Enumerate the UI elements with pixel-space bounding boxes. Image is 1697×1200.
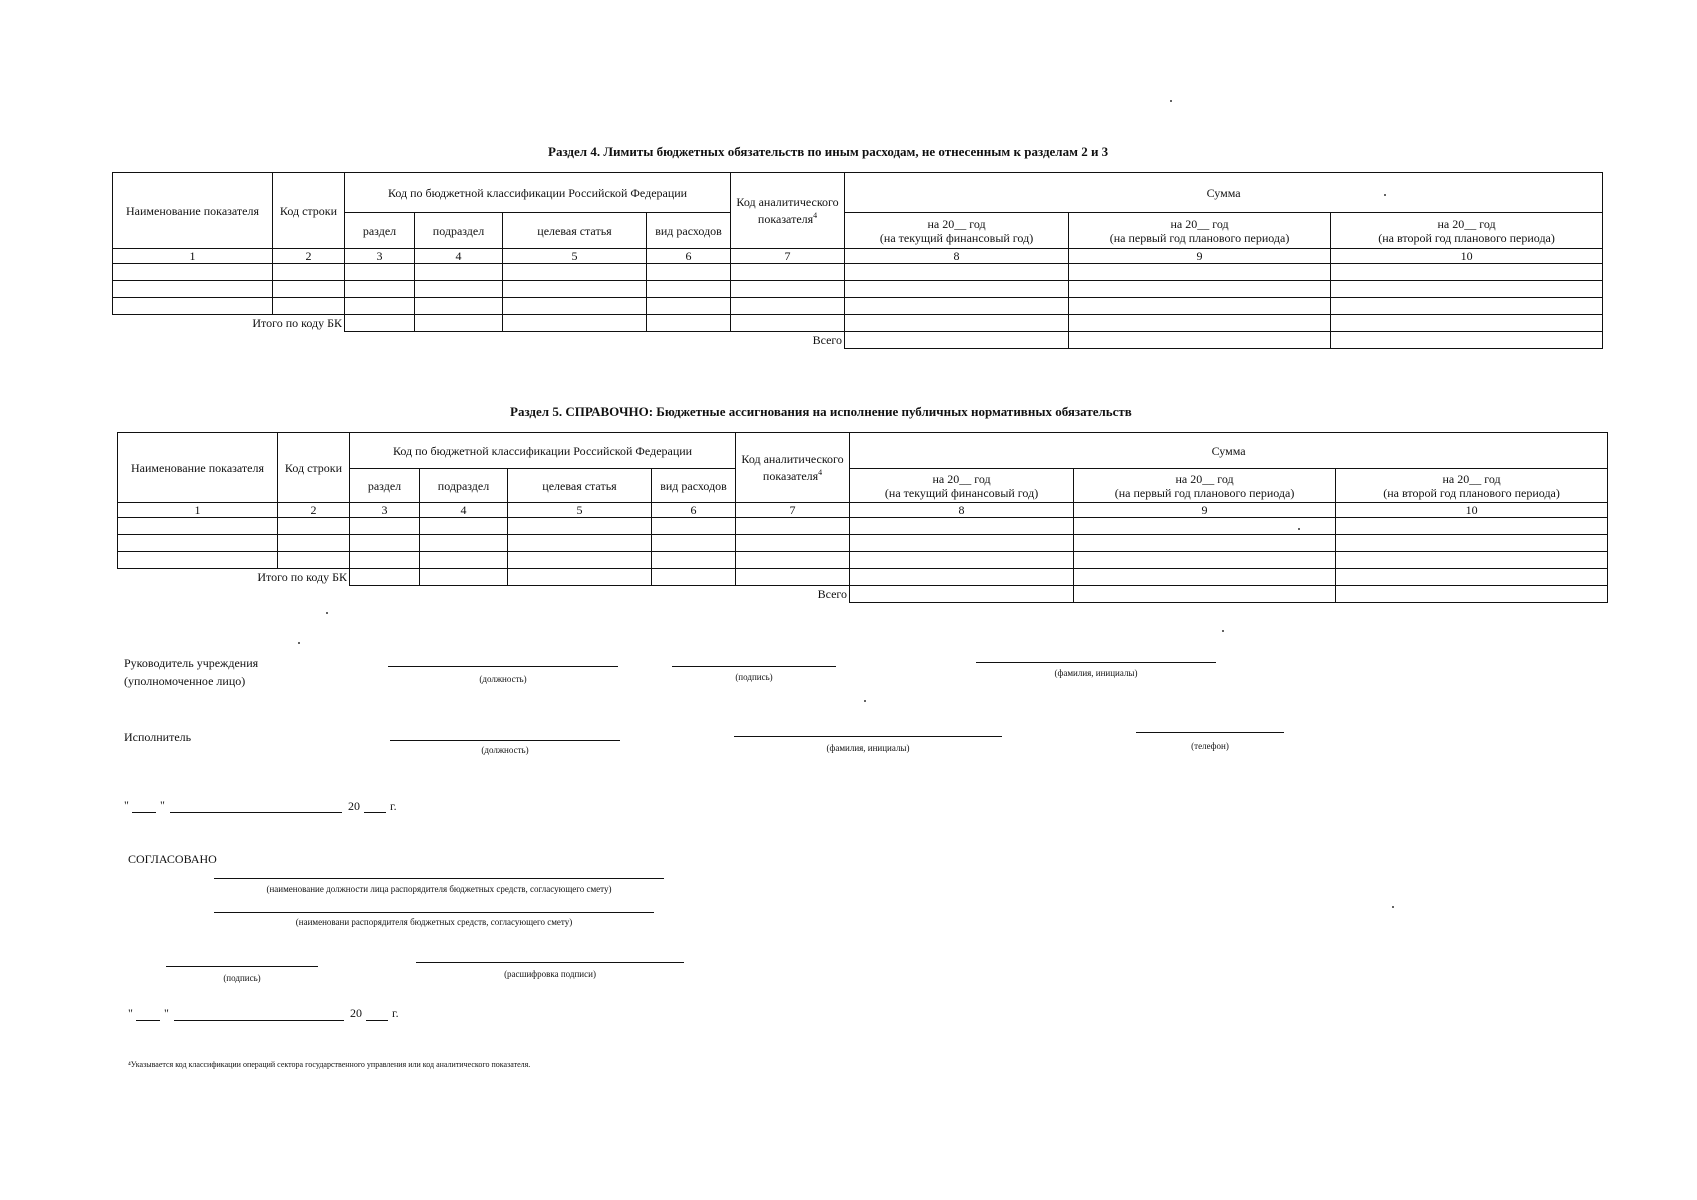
head-label-2: (уполномоченное лицо) <box>124 674 246 688</box>
date1-year-prefix: 20 <box>348 799 360 813</box>
header-year3: на 20__ год (на второй год планового периода) <box>1331 213 1603 249</box>
col-num: 10 <box>1331 249 1603 264</box>
col-num: 3 <box>345 249 415 264</box>
executor-name-line[interactable] <box>734 736 1002 737</box>
header-target: целевая статья <box>508 469 652 503</box>
scan-speck <box>864 700 866 702</box>
total-bk-row <box>113 315 1603 332</box>
col-num: 7 <box>736 503 850 518</box>
total-bk-label: Итого по коду БК <box>118 569 350 586</box>
head-name-line[interactable] <box>976 662 1216 663</box>
date2-month-line[interactable] <box>174 1020 344 1021</box>
table-row <box>118 552 1608 569</box>
executor-position-caption: (должность) <box>481 745 529 755</box>
col-num: 8 <box>845 249 1069 264</box>
executor-phone-line[interactable] <box>1136 732 1284 733</box>
col-num: 6 <box>652 503 736 518</box>
approved-decode-caption: (расшифровка подписи) <box>504 969 596 979</box>
header-razdel: раздел <box>345 213 415 249</box>
executor-position-line[interactable] <box>390 740 620 741</box>
date2-close-quote: " <box>164 1006 169 1020</box>
table-row <box>113 298 1603 315</box>
approved-label: СОГЛАСОВАНО <box>128 852 217 866</box>
scan-speck <box>1384 194 1386 196</box>
header-name: Наименование показателя <box>113 173 273 249</box>
table-row <box>118 518 1608 535</box>
header-year3: на 20__ год (на второй год планового периода) <box>1336 469 1608 503</box>
date2-suffix: г. <box>392 1006 399 1020</box>
header-bk-code: Код по бюджетной классификации Российской Федерации <box>350 433 736 469</box>
col-num: 7 <box>731 249 845 264</box>
col-num: 2 <box>278 503 350 518</box>
approved-org-line[interactable] <box>214 912 654 913</box>
col-num: 5 <box>508 503 652 518</box>
column-numbers-row <box>118 503 1608 518</box>
date2-open-quote: " <box>128 1006 133 1020</box>
date1-suffix: г. <box>390 799 397 813</box>
executor-label: Исполнитель <box>124 730 192 744</box>
table-row <box>113 281 1603 298</box>
col-num: 8 <box>850 503 1074 518</box>
total-all-label: Всего <box>731 332 845 349</box>
header-row-code: Код строки <box>273 173 345 249</box>
header-row-code: Код строки <box>278 433 350 503</box>
header-bk-code: Код по бюджетной классификации Российской Федерации <box>345 173 731 213</box>
header-razdel: раздел <box>350 469 420 503</box>
head-label-1: Руководитель учреждения <box>124 656 259 670</box>
scan-speck <box>1392 906 1394 908</box>
head-name-caption: (фамилия, инициалы) <box>1054 668 1138 678</box>
approved-position-caption: (наименование должности лица распорядителя бюджетных средств, согласующего смету) <box>266 884 612 894</box>
col-num: 4 <box>420 503 508 518</box>
approved-signature-caption: (подпись) <box>223 973 261 983</box>
col-num: 4 <box>415 249 503 264</box>
header-year1: на 20__ год (на текущий финансовый год) <box>845 213 1069 249</box>
total-bk-row <box>118 569 1608 586</box>
header-podrazdel: подраздел <box>415 213 503 249</box>
header-analytic: Код аналитического показателя$^4$ <box>736 433 850 503</box>
header-year1: на 20__ год (на текущий финансовый год) <box>850 469 1074 503</box>
header-year2: на 20__ год (на первый год планового периода) <box>1069 213 1331 249</box>
approved-signature-line[interactable] <box>166 966 318 967</box>
col-num: 1 <box>113 249 273 264</box>
head-position-line[interactable] <box>388 666 618 667</box>
section5-title: Раздел 5. СПРАВОЧНО: Бюджетные ассигнования на исполнение публичных нормативных обязательств <box>510 404 1132 419</box>
scan-speck <box>326 612 328 614</box>
date2-year-line[interactable] <box>366 1020 388 1021</box>
total-bk-label: Итого по коду БК <box>113 315 345 332</box>
col-num: 6 <box>647 249 731 264</box>
date1-year-line[interactable] <box>364 812 386 813</box>
approved-org-caption: (наименовани распорядителя бюджетных средств, согласующего смету) <box>295 917 573 927</box>
scan-speck <box>1170 100 1172 102</box>
col-num: 1 <box>118 503 278 518</box>
table-row <box>118 535 1608 552</box>
approved-decode-line[interactable] <box>416 962 684 963</box>
header-podrazdel: подраздел <box>420 469 508 503</box>
section4-table <box>112 172 1603 349</box>
scan-speck <box>1222 630 1224 632</box>
date1-month-line[interactable] <box>170 812 342 813</box>
scan-speck <box>298 642 300 644</box>
col-num: 2 <box>273 249 345 264</box>
footnote: ⁴Указывается код классификации операций сектора государственного управления или код аналитического показателя. <box>128 1060 531 1069</box>
date1-day-line[interactable] <box>132 812 156 813</box>
col-num: 9 <box>1074 503 1336 518</box>
col-num: 5 <box>503 249 647 264</box>
total-all-row <box>113 332 1603 349</box>
section4-title: Раздел 4. Лимиты бюджетных обязательств по иным расходам, не отнесенным к разделам 2 и 3 <box>548 144 1109 159</box>
executor-name-caption: (фамилия, инициалы) <box>826 743 910 753</box>
column-numbers-row <box>113 249 1603 264</box>
date1-close-quote: " <box>160 798 165 812</box>
date1-open-quote: " <box>124 798 129 812</box>
col-num: 3 <box>350 503 420 518</box>
col-num: 10 <box>1336 503 1608 518</box>
total-all-row <box>118 586 1608 603</box>
total-all-label: Всего <box>736 586 850 603</box>
executor-phone-caption: (телефон) <box>1191 741 1229 751</box>
date2-year-prefix: 20 <box>350 1006 362 1020</box>
col-num: 9 <box>1069 249 1331 264</box>
header-target: целевая статья <box>503 213 647 249</box>
header-vid: вид расходов <box>652 469 736 503</box>
head-position-caption: (должность) <box>479 674 527 684</box>
head-signature-caption: (подпись) <box>735 672 773 682</box>
header-vid: вид расходов <box>647 213 731 249</box>
head-signature-line[interactable] <box>672 666 836 667</box>
header-sum: Сумма <box>845 173 1603 213</box>
approved-position-line[interactable] <box>214 878 664 879</box>
date2-day-line[interactable] <box>136 1020 160 1021</box>
header-name: Наименование показателя <box>118 433 278 503</box>
scan-speck <box>1298 528 1300 530</box>
header-analytic: Код аналитического показателя$^4$ <box>731 173 845 249</box>
table-row <box>113 264 1603 281</box>
header-year2: на 20__ год (на первый год планового периода) <box>1074 469 1336 503</box>
section5-table <box>117 432 1608 603</box>
header-sum: Сумма <box>850 433 1608 469</box>
